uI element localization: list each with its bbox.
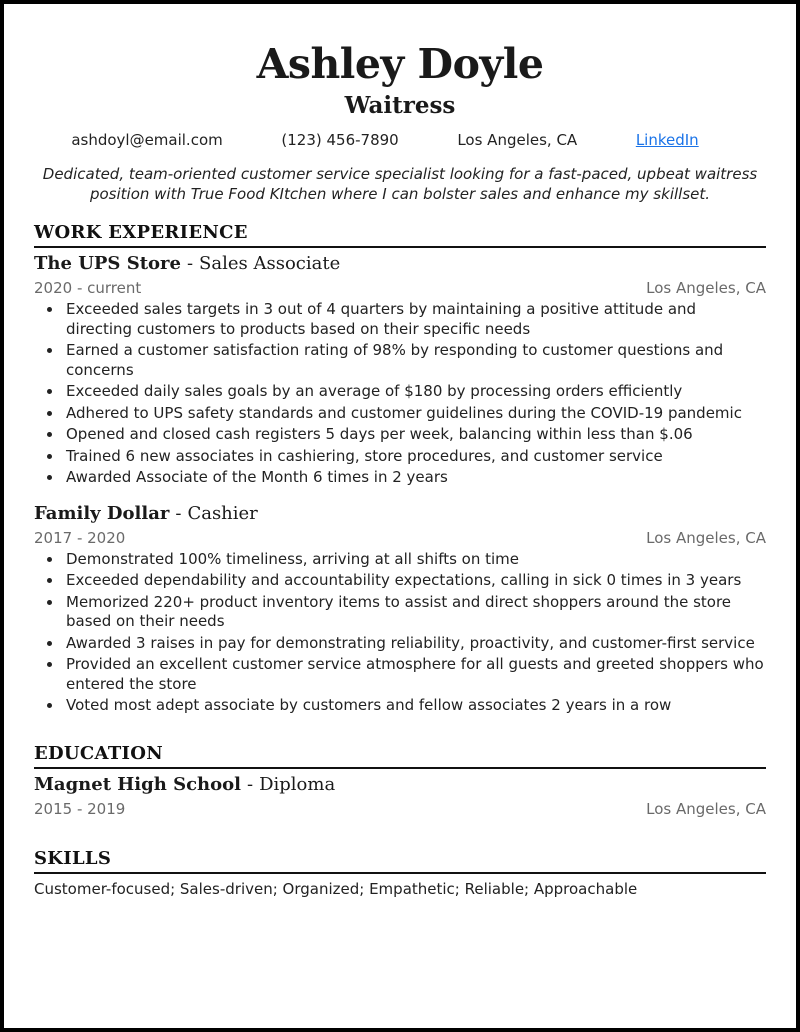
education-entry [34, 773, 766, 819]
list-item: Earned a customer satisfaction rating of 98% by responding to customer questions and concerns [34, 341, 766, 380]
school-name: Magnet High School [34, 773, 241, 795]
job-position: Cashier [187, 502, 258, 524]
candidate-name: Ashley Doyle [256, 40, 544, 88]
linkedin-link[interactable]: LinkedIn [635, 131, 699, 149]
job-meta [34, 528, 766, 548]
work-experience-heading: WORK EXPERIENCE [34, 221, 766, 248]
list-item: Memorized 220+ product inventory items to assist and direct shoppers around the store based on their needs [34, 593, 766, 632]
summary-text: Dedicated, team-oriented customer service specialist looking for a fast-paced, upbeat waitress position with True Food KItchen where I can bolster sales and enhance my skillset. [42, 165, 758, 203]
education-heading-line [34, 773, 766, 797]
contact-email: ashdoyl@email.com [71, 131, 223, 149]
candidate-role: Waitress [344, 92, 456, 119]
skills-text: Customer-focused; Sales-driven; Organized; Empathetic; Reliable; Approachable [34, 879, 638, 898]
list-item: Awarded Associate of the Month 6 times in 2 years [34, 468, 766, 488]
job-dates: 2017 - 2020 [34, 528, 126, 547]
contact-phone: (123) 456-7890 [281, 131, 399, 149]
job-location: Los Angeles, CA [646, 279, 766, 297]
list-item: Opened and closed cash registers 5 days per week, balancing within less than $.06 [34, 425, 766, 445]
education-meta [34, 799, 766, 819]
job-position: Sales Associate [199, 253, 341, 274]
job-bullets [34, 550, 766, 716]
skills-heading: SKILLS [34, 847, 766, 874]
list-item: Exceeded dependability and accountability expectations, calling in sick 0 times in 3 years [34, 571, 766, 591]
list-item: Trained 6 new associates in cashiering, store procedures, and customer service [34, 447, 766, 467]
contact-row [34, 130, 766, 150]
job-dates: 2020 - current [34, 279, 142, 297]
job-heading [34, 502, 766, 526]
degree: Diploma [259, 773, 336, 795]
education-heading: EDUCATION [34, 742, 766, 769]
education-dates: 2015 - 2019 [34, 799, 126, 818]
education-separator: - [246, 773, 254, 795]
job-bullets [34, 300, 766, 488]
list-item: Demonstrated 100% timeliness, arriving at all shifts on time [34, 550, 766, 570]
job-meta [34, 278, 766, 298]
list-item: Adhered to UPS safety standards and customer guidelines during the COVID-19 pandemic [34, 404, 766, 424]
contact-location: Los Angeles, CA [457, 131, 578, 149]
list-item: Voted most adept associate by customers and fellow associates 2 years in a row [34, 696, 766, 716]
job-separator: - [186, 253, 194, 274]
job-entry [34, 252, 766, 488]
job-location: Los Angeles, CA [646, 528, 766, 547]
job-separator: - [175, 502, 182, 524]
job-entry [34, 502, 766, 716]
education-location: Los Angeles, CA [646, 799, 766, 818]
job-heading [34, 252, 766, 276]
list-item: Awarded 3 raises in pay for demonstrating reliability, proactivity, and customer-first service [34, 634, 766, 654]
list-item: Exceeded sales targets in 3 out of 4 quarters by maintaining a positive attitude and directing customers to products based on their specific needs [34, 300, 766, 339]
job-employer: Family Dollar [34, 502, 170, 524]
job-employer: The UPS Store [34, 253, 181, 274]
list-item: Provided an excellent customer service atmosphere for all guests and greeted shoppers who entered the store [34, 655, 766, 694]
list-item: Exceeded daily sales goals by an average of $180 by processing orders efficiently [34, 382, 766, 402]
